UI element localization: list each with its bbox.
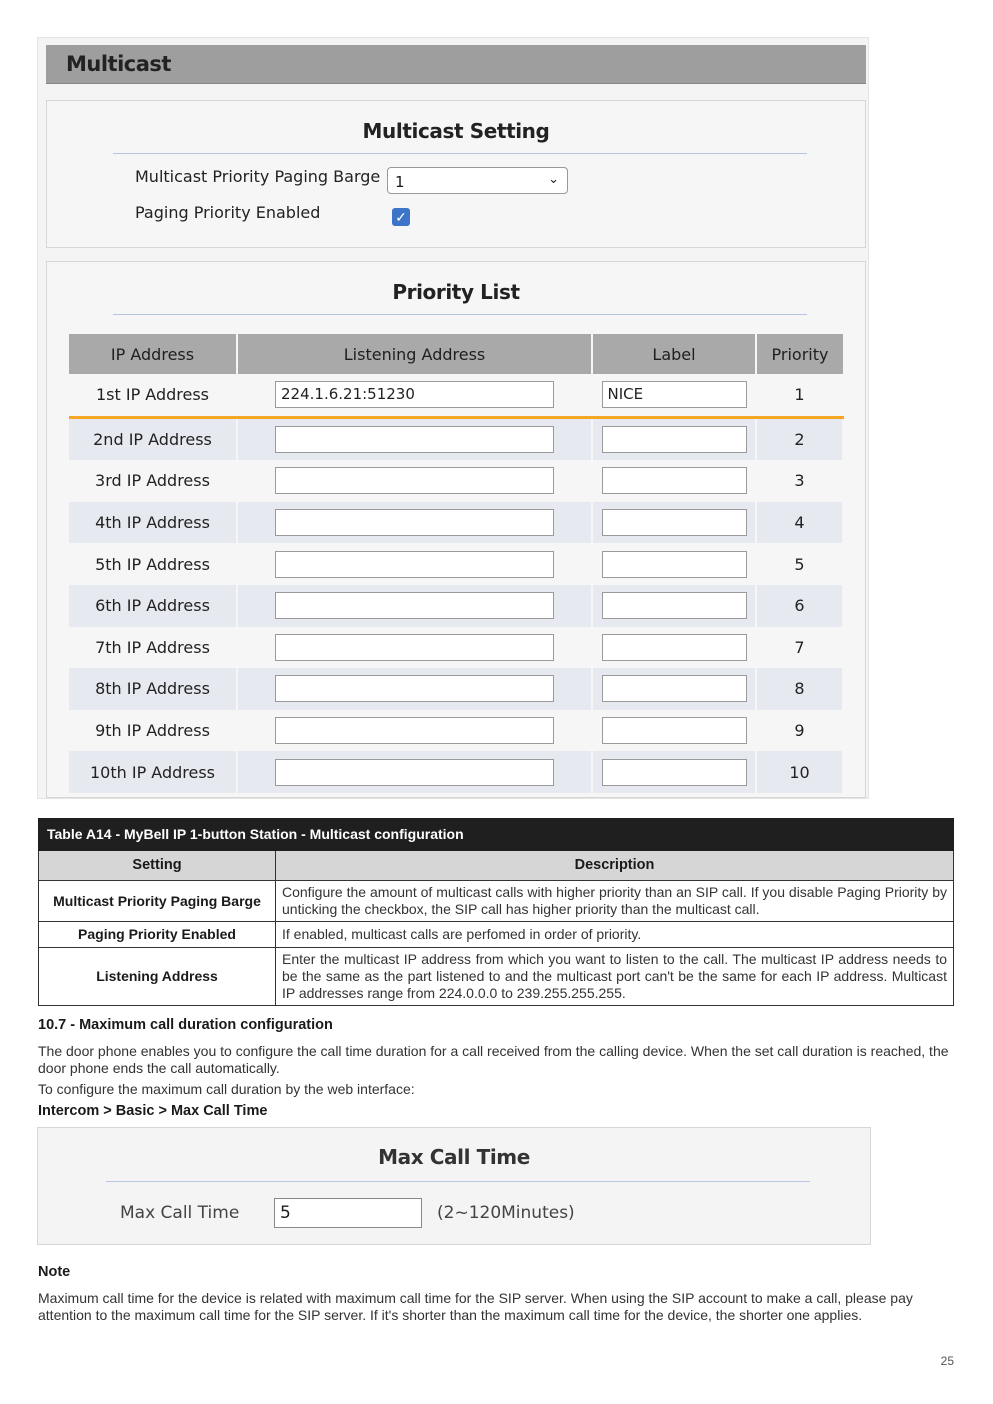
label-input[interactable] — [602, 675, 747, 702]
label-input[interactable] — [602, 592, 747, 619]
divider — [113, 153, 807, 154]
max-call-time-title: Max Call Time — [378, 1145, 530, 1169]
menu-path: Intercom > Basic > Max Call Time — [38, 1103, 268, 1119]
ip-label: 5th IP Address — [69, 543, 237, 585]
table-caption: Table A14 - MyBell IP 1-button Station - Multicast configuration — [39, 819, 954, 851]
ip-label: 9th IP Address — [69, 710, 237, 752]
table-row — [69, 502, 843, 544]
section-paragraph: The door phone enables you to configure the call time duration for a call received from the calling device. When the set call duration is reached, the door phone ends the call automatically. — [38, 1043, 949, 1076]
multicast-config-table — [38, 818, 954, 1006]
listening-address-input[interactable] — [275, 426, 554, 453]
listening-address-input[interactable] — [275, 509, 554, 536]
listening-address-input[interactable] — [275, 634, 554, 661]
table-row — [39, 922, 954, 948]
column-header: Label — [592, 334, 756, 374]
paging-label: Paging Priority Enabled — [135, 203, 321, 222]
listening-address-input[interactable] — [275, 592, 554, 619]
ip-label: 2nd IP Address — [69, 417, 237, 460]
ip-label: 7th IP Address — [69, 627, 237, 669]
table-row — [69, 585, 843, 627]
table-row — [69, 460, 843, 502]
ip-label: 4th IP Address — [69, 502, 237, 544]
listening-address-input[interactable]: 224.1.6.21:51230 — [275, 381, 554, 408]
table-row — [69, 417, 843, 460]
section-heading: 10.7 - Maximum call duration configuration — [38, 1017, 333, 1033]
chevron-down-icon: ⌄ — [548, 171, 559, 186]
table-row — [39, 948, 954, 1006]
priority-value: 6 — [756, 585, 843, 627]
label-input[interactable]: NICE — [602, 381, 747, 408]
listening-address-input[interactable] — [275, 551, 554, 578]
table-row — [39, 881, 954, 922]
listening-address-input[interactable] — [275, 759, 554, 786]
priority-value: 4 — [756, 502, 843, 544]
priority-table — [69, 334, 844, 793]
listening-address-input[interactable] — [275, 675, 554, 702]
max-call-time-label: Max Call Time — [120, 1203, 240, 1223]
priority-list-box — [46, 261, 866, 798]
label-input[interactable] — [602, 551, 747, 578]
section-paragraph: To configure the maximum call duration by the web interface: — [38, 1081, 415, 1097]
priority-value: 10 — [756, 751, 843, 793]
label-input[interactable] — [602, 634, 747, 661]
paging-checkbox[interactable]: ✓ — [392, 208, 410, 226]
table-row — [69, 751, 843, 793]
label-input[interactable] — [602, 467, 747, 494]
description-cell: Enter the multicast IP address from which you want to listen to the call. The multicast IP address needs to be the same as the part listened to and the multicast port can't be the same for each IP address. Multicast IP addresses range from 224.0.0.0 to 239.255.255.255. — [276, 948, 954, 1006]
label-input[interactable] — [602, 426, 747, 453]
column-header: Setting — [39, 851, 276, 881]
description-cell: Configure the amount of multicast calls with higher priority than an SIP call. If you disable Paging Priority by unticking the checkbox, the SIP call has higher priority than the multicast call. — [276, 881, 954, 922]
max-call-time-screenshot — [37, 1127, 871, 1245]
listening-address-input[interactable] — [275, 467, 554, 494]
multicast-setting-title: Multicast Setting — [362, 119, 550, 143]
barge-label: Multicast Priority Paging Barge — [135, 167, 381, 186]
ip-label: 3rd IP Address — [69, 460, 237, 502]
priority-list-title: Priority List — [392, 280, 520, 304]
multicast-screenshot — [37, 37, 869, 799]
table-row — [69, 627, 843, 669]
description-cell: If enabled, multicast calls are perfomed in order of priority. — [276, 922, 954, 948]
barge-select-value: 1 — [395, 173, 405, 191]
page-number: 25 — [940, 1354, 954, 1368]
priority-value: 9 — [756, 710, 843, 752]
note-heading: Note — [38, 1264, 71, 1280]
multicast-header — [46, 45, 866, 84]
priority-value: 8 — [756, 668, 843, 710]
divider — [113, 314, 807, 315]
label-input[interactable] — [602, 759, 747, 786]
ip-label: 6th IP Address — [69, 585, 237, 627]
column-header: Priority — [756, 334, 843, 374]
multicast-header-title: Multicast — [66, 52, 171, 76]
max-call-time-hint: (2~120Minutes) — [437, 1203, 575, 1223]
table-row — [69, 543, 843, 585]
label-input[interactable] — [602, 717, 747, 744]
table-row — [69, 668, 843, 710]
table-row — [69, 374, 843, 417]
ip-label: 1st IP Address — [69, 374, 237, 417]
column-header: Description — [276, 851, 954, 881]
priority-value: 2 — [756, 417, 843, 460]
label-input[interactable] — [602, 509, 747, 536]
priority-value: 1 — [756, 374, 843, 417]
ip-label: 10th IP Address — [69, 751, 237, 793]
priority-value: 5 — [756, 543, 843, 585]
multicast-setting-box — [46, 100, 866, 248]
column-header: IP Address — [69, 334, 237, 374]
priority-value: 3 — [756, 460, 843, 502]
setting-cell: Listening Address — [39, 948, 276, 1006]
column-header: Listening Address — [237, 334, 592, 374]
setting-cell: Multicast Priority Paging Barge — [39, 881, 276, 922]
note-text: Maximum call time for the device is related with maximum call time for the SIP server. When using the SIP account to make a call, please pay attention to the maximum call time for the SIP server. If it's shorter than the maximum call time for the device, the shorter one applies. — [38, 1290, 913, 1323]
setting-cell: Paging Priority Enabled — [39, 922, 276, 948]
ip-label: 8th IP Address — [69, 668, 237, 710]
priority-value: 7 — [756, 627, 843, 669]
divider — [106, 1181, 810, 1182]
listening-address-input[interactable] — [275, 717, 554, 744]
table-row — [69, 710, 843, 752]
barge-select[interactable] — [387, 167, 568, 194]
max-call-time-input[interactable]: 5 — [274, 1198, 422, 1228]
